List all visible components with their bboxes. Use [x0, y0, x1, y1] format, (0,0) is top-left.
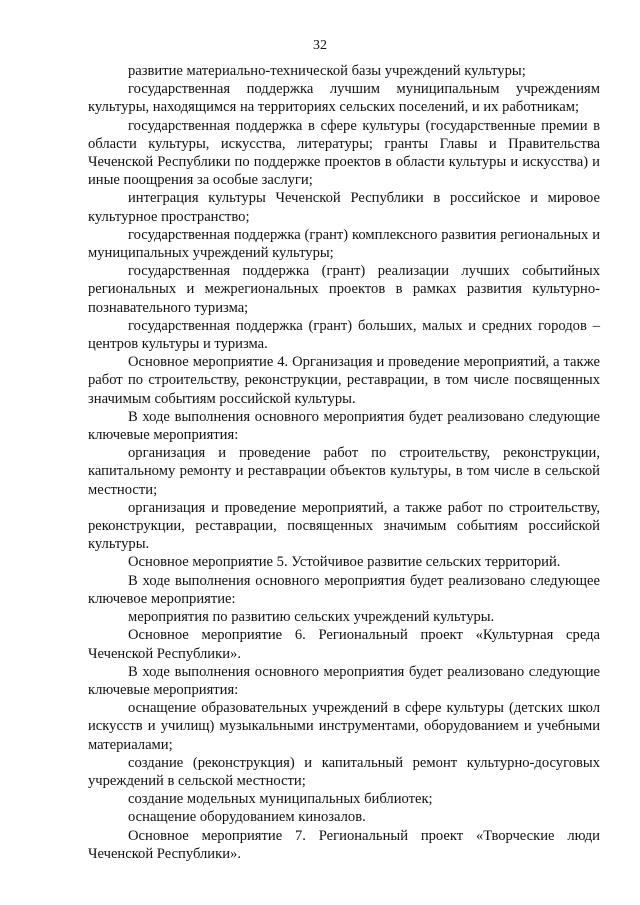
paragraph: государственная поддержка (грант) реализации лучших событийных региональных и межрегиональных проектов в рамках развития культурно-познавательного туризма; — [88, 263, 600, 316]
paragraph: Основное мероприятие 4. Организация и проведение мероприятий, а также работ по строительству, реконструкции, реставрации, в том числе посвященных значимым событиям российской культуры. — [88, 354, 600, 407]
paragraph: Основное мероприятие 7. Региональный проект «Творческие люди Чеченской Республики». — [88, 827, 600, 862]
paragraph: В ходе выполнения основного мероприятия будет реализовано следующие ключевые мероприятия: — [88, 663, 600, 698]
paragraph: оснащение оборудованием кинозалов. — [128, 809, 366, 826]
paragraph: создание (реконструкция) и капитальный ремонт культурно-досуговых учреждений в сельской местности; — [88, 754, 600, 789]
paragraph: мероприятия по развитию сельских учреждений культуры. — [128, 609, 495, 626]
paragraph: интеграция культуры Чеченской Республики в российское и мировое культурное пространство; — [88, 190, 600, 225]
paragraph: В ходе выполнения основного мероприятия будет реализовано следующее ключевое мероприятие: — [88, 572, 600, 607]
paragraph: государственная поддержка (грант) больших, малых и средних городов – центров культуры и туризма. — [88, 317, 600, 353]
paragraph: государственная поддержка (грант) комплексного развития региональных и муниципальных учреждений культуры; — [88, 226, 600, 262]
document-body — [88, 62, 600, 863]
paragraph: развитие материально-технической базы учреждений культуры; — [128, 63, 526, 79]
paragraph: государственная поддержка лучшим муниципальным учреждениям культуры, находящимся на территориях сельских поселений, и их работникам; — [88, 81, 600, 116]
paragraph: Основное мероприятие 5. Устойчивое развитие сельских территорий. — [128, 554, 561, 571]
paragraph: оснащение образовательных учреждений в сфере культуры (детских школ искусств и училищ) музыкальными инструментами, оборудованием и учебными материалами; — [88, 700, 600, 753]
paragraph: Основное мероприятие 6. Региональный проект «Культурная среда Чеченской Республики». — [88, 627, 600, 662]
page-number: 32 — [313, 38, 327, 53]
paragraph: организация и проведение работ по строительству, реконструкции, капитальному ремонту и реставрации объектов культуры, в том числе в сельской местности; — [88, 445, 600, 498]
paragraph: организация и проведение мероприятий, а также работ по строительству, реконструкции, реставрации, посвященных значимым событиям российской культуры. — [88, 499, 600, 553]
paragraph: создание модельных муниципальных библиотек; — [128, 791, 433, 808]
paragraph: В ходе выполнения основного мероприятия будет реализовано следующие ключевые мероприятия: — [88, 408, 600, 444]
paragraph: государственная поддержка в сфере культуры (государственные премии в области культуры, искусства, литературы; гранты Главы и Правительства Чеченской Республики по поддержке проектов в области культуры и искусства) и иные поощрения за особые заслуги; — [88, 117, 600, 189]
